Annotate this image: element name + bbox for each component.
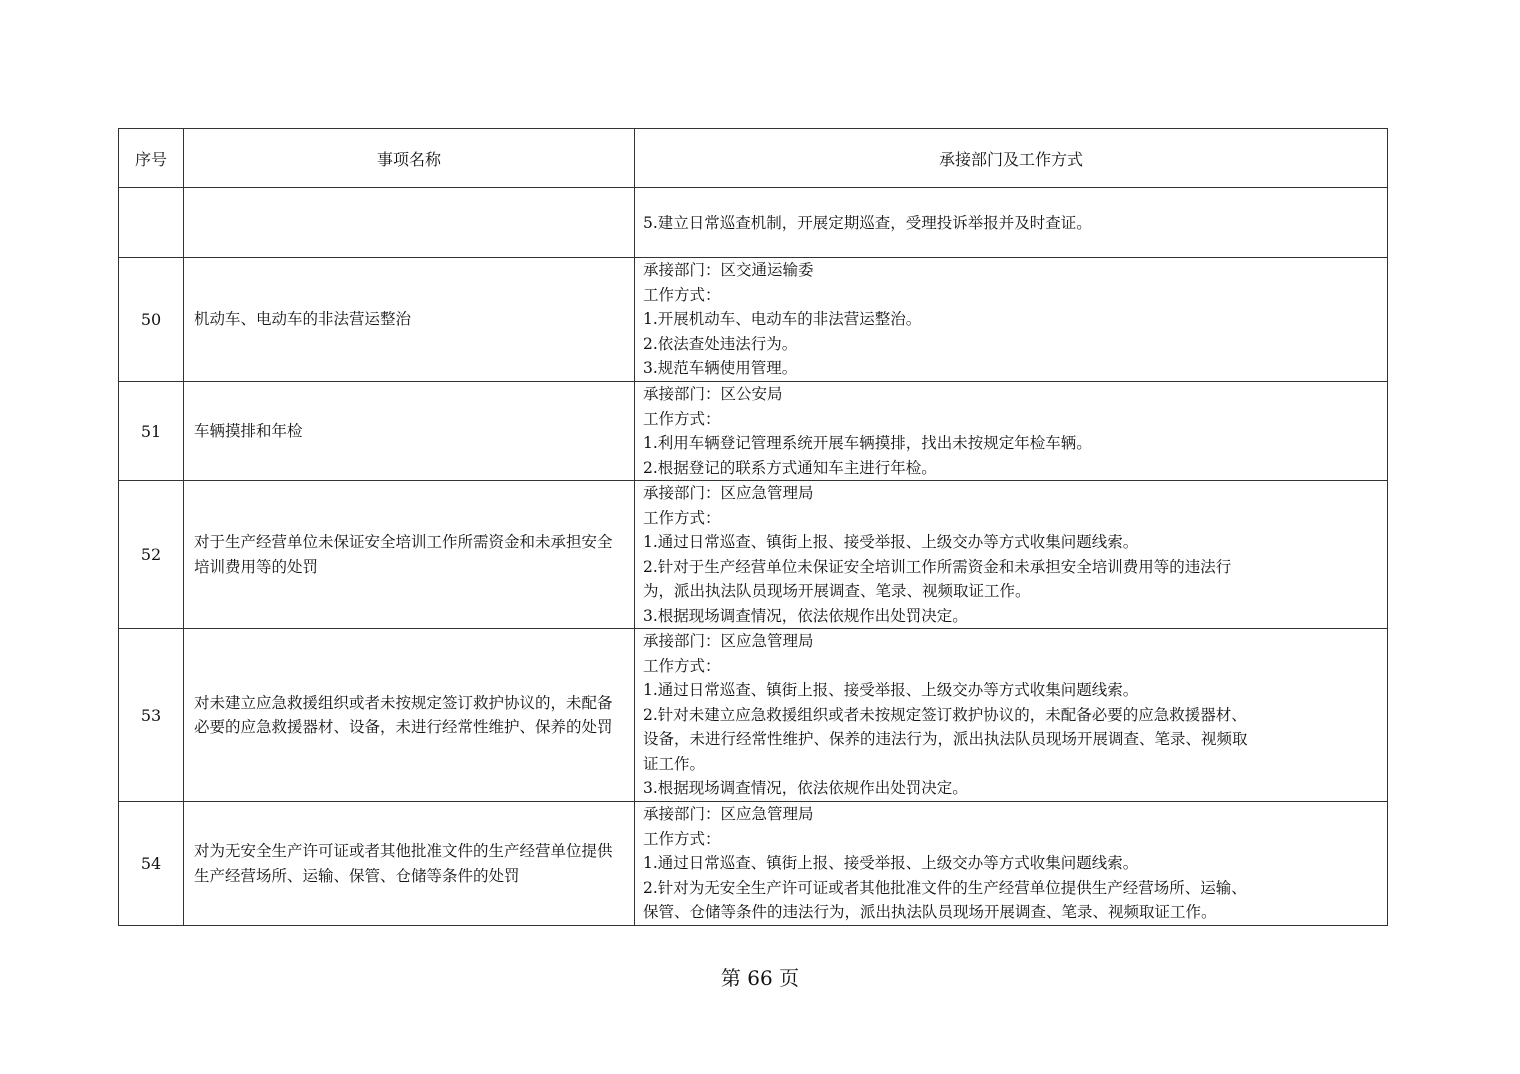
header-row bbox=[119, 129, 1388, 188]
name-cell: 机动车、电动车的非法营运整治 bbox=[184, 258, 635, 382]
seq-cell bbox=[119, 188, 184, 258]
method-line: 承接部门：区交通运输委 bbox=[643, 261, 814, 280]
method-line: 2.针对为无安全生产许可证或者其他批准文件的生产经营单位提供生产经营场所、运输、 bbox=[643, 878, 1247, 897]
header-name: 事项名称 bbox=[184, 129, 635, 188]
method-line: 1.开展机动车、电动车的非法营运整治。 bbox=[643, 310, 922, 329]
method-line: 3.规范车辆使用管理。 bbox=[643, 359, 798, 378]
name-cell: 对于生产经营单位未保证安全培训工作所需资金和未承担安全培训费用等的处罚 bbox=[184, 481, 635, 629]
method-line: 证工作。 bbox=[643, 754, 706, 773]
method-line: 工作方式： bbox=[643, 508, 721, 527]
table-row bbox=[119, 629, 1388, 802]
seq-cell: 51 bbox=[119, 382, 184, 481]
method-cell bbox=[635, 802, 1388, 926]
method-cell bbox=[635, 382, 1388, 481]
method-line: 承接部门：区公安局 bbox=[643, 385, 783, 403]
method-cell bbox=[635, 258, 1388, 382]
item-table bbox=[118, 128, 1388, 926]
seq-cell: 50 bbox=[119, 258, 184, 382]
method-line: 3.根据现场调查情况，依法依规作出处罚决定。 bbox=[643, 606, 968, 625]
method-cell bbox=[635, 629, 1388, 802]
method-line: 承接部门：区应急管理局 bbox=[643, 484, 814, 502]
table-row-continuation bbox=[119, 188, 1388, 258]
method-line: 1.通过日常巡查、镇街上报、接受举报、上级交办等方式收集问题线索。 bbox=[643, 533, 1139, 551]
method-line: 工作方式： bbox=[643, 409, 721, 428]
name-cell bbox=[184, 188, 635, 258]
table-row bbox=[119, 481, 1388, 629]
table-row bbox=[119, 382, 1388, 481]
method-line: 2.针对未建立应急救援组织或者未按规定签订救护协议的，未配备必要的应急救援器材、 bbox=[643, 705, 1247, 724]
name-cell: 对为无安全生产许可证或者其他批准文件的生产经营单位提供生产经营场所、运输、保管、仓储等条件的处罚 bbox=[184, 802, 635, 926]
header-seq: 序号 bbox=[119, 129, 184, 188]
seq-cell: 54 bbox=[119, 802, 184, 926]
method-line: 5.建立日常巡查机制，开展定期巡查，受理投诉举报并及时查证。 bbox=[643, 214, 1092, 233]
method-cell bbox=[635, 481, 1388, 629]
seq-cell: 52 bbox=[119, 481, 184, 629]
method-line: 2.依法查处违法行为。 bbox=[643, 334, 798, 353]
method-line: 1.利用车辆登记管理系统开展车辆摸排，找出未按规定年检车辆。 bbox=[643, 434, 1092, 452]
method-cell bbox=[635, 188, 1388, 258]
header-method: 承接部门及工作方式 bbox=[635, 129, 1388, 188]
method-line: 工作方式： bbox=[643, 285, 721, 304]
page-number: 第 66 页 bbox=[720, 966, 800, 990]
method-line: 1.通过日常巡查、镇街上报、接受举报、上级交办等方式收集问题线索。 bbox=[643, 681, 1139, 700]
method-line: 承接部门：区应急管理局 bbox=[643, 805, 814, 824]
method-line: 工作方式： bbox=[643, 656, 721, 675]
method-line: 2.根据登记的联系方式通知车主进行年检。 bbox=[643, 458, 937, 477]
method-line: 为，派出执法队员现场开展调查、笔录、视频取证工作。 bbox=[643, 582, 1031, 600]
seq-cell: 53 bbox=[119, 629, 184, 802]
method-line: 3.根据现场调查情况，依法依规作出处罚决定。 bbox=[643, 779, 968, 798]
table-row bbox=[119, 802, 1388, 926]
method-line: 2.针对于生产经营单位未保证安全培训工作所需资金和未承担安全培训费用等的违法行 bbox=[643, 557, 1232, 576]
method-line: 1.通过日常巡查、镇街上报、接受举报、上级交办等方式收集问题线索。 bbox=[643, 854, 1139, 873]
method-line: 工作方式： bbox=[643, 829, 721, 848]
table-row bbox=[119, 258, 1388, 382]
method-line: 保管、仓储等条件的违法行为，派出执法队员现场开展调查、笔录、视频取证工作。 bbox=[643, 903, 1217, 922]
name-cell: 对未建立应急救援组织或者未按规定签订救护协议的，未配备必要的应急救援器材、设备，未进行经常性维护、保养的处罚 bbox=[184, 629, 635, 802]
method-line: 设备，未进行经常性维护、保养的违法行为，派出执法队员现场开展调查、笔录、视频取 bbox=[643, 730, 1248, 749]
name-cell: 车辆摸排和年检 bbox=[184, 382, 635, 481]
method-line: 承接部门：区应急管理局 bbox=[643, 632, 814, 651]
